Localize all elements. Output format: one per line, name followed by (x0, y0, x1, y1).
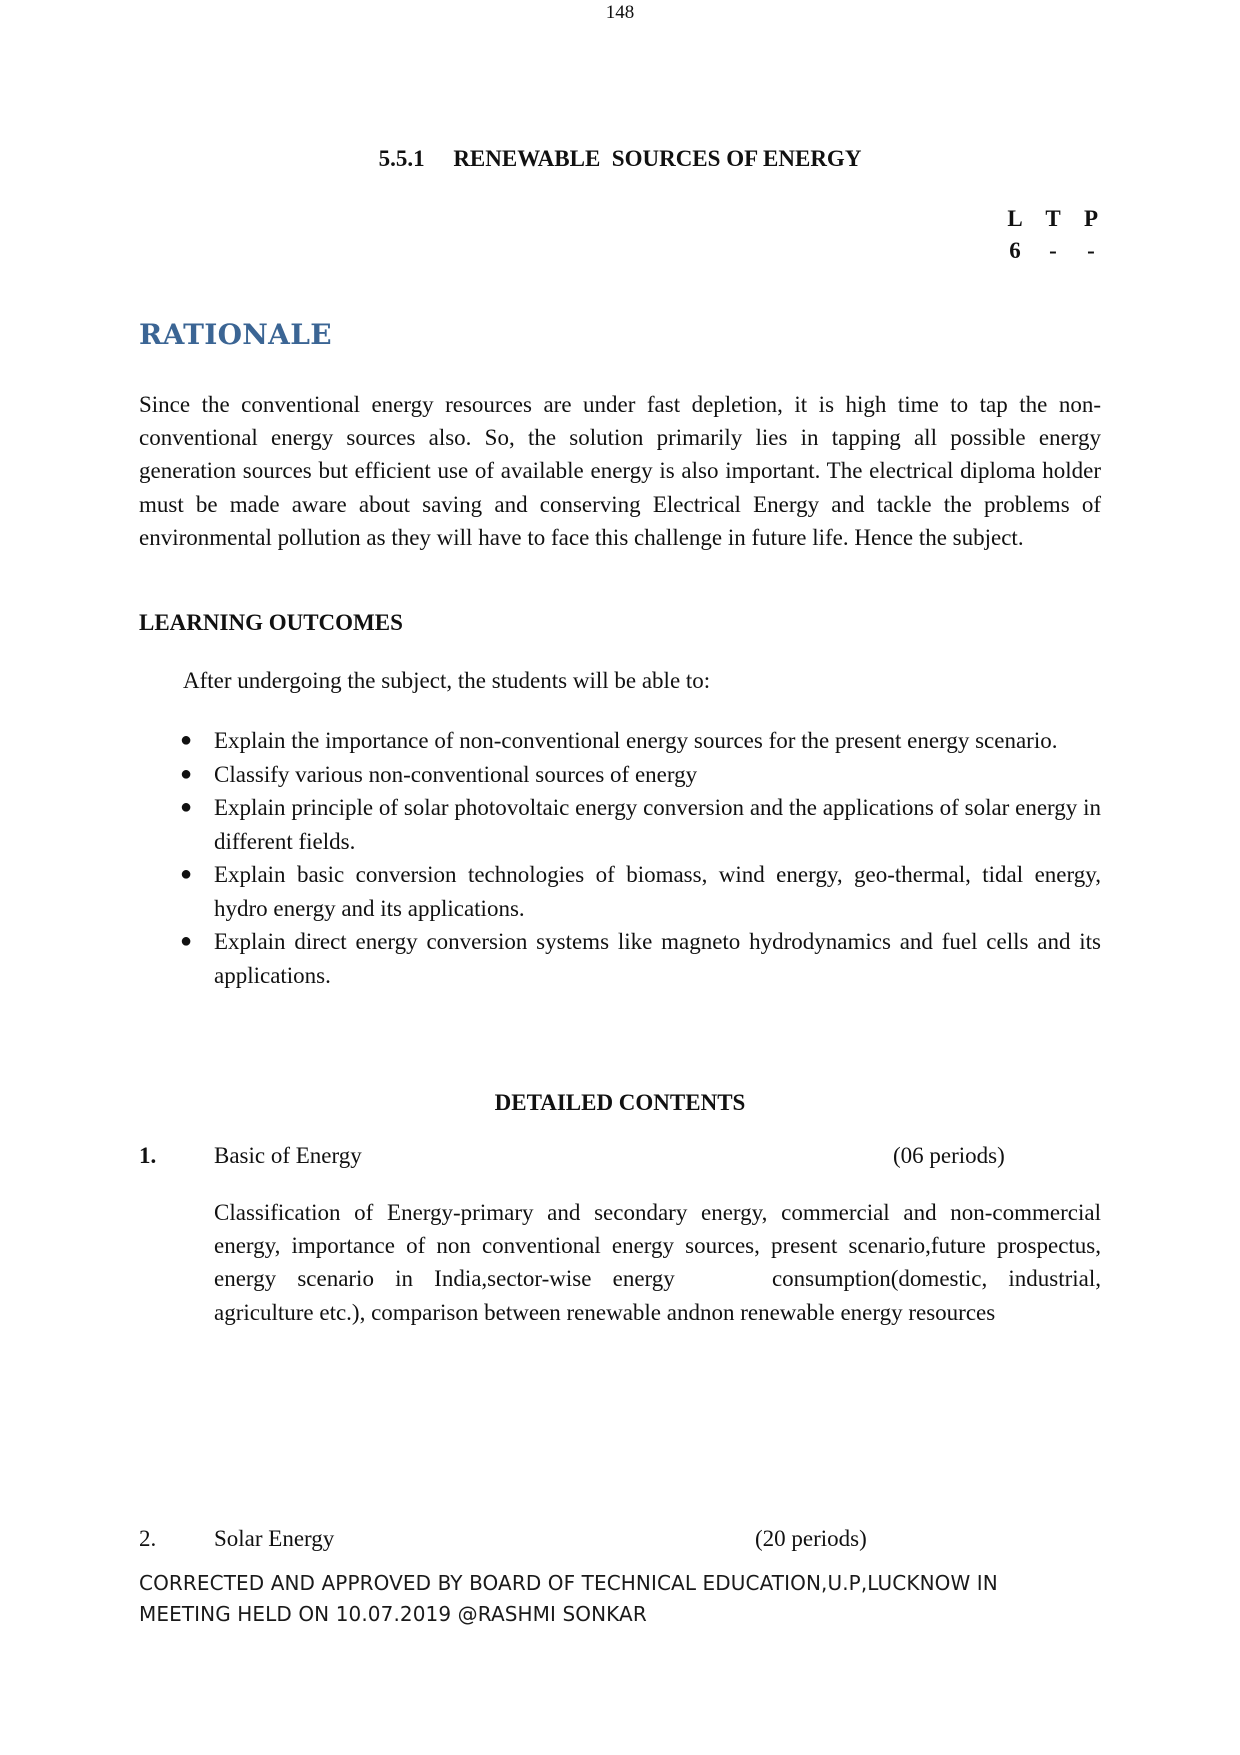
ltp-label-t: T (1045, 206, 1061, 231)
learning-outcomes-heading: LEARNING OUTCOMES (139, 610, 403, 635)
page-number: 148 (605, 2, 635, 23)
content-item-body-part2: consumption(domestic, industrial, agriculture etc.), comparison between renewable andnon renewable energy resources (214, 1266, 1102, 1325)
list-item-text: Explain direct energy conversion systems like magneto hydrodynamics and fuel cells and its applications. (214, 929, 1101, 988)
bullet-icon: ● (180, 762, 193, 785)
content-item-periods: (06 periods) (893, 1143, 1005, 1168)
content-item-periods: (20 periods) (755, 1526, 867, 1551)
list-item (180, 925, 1101, 992)
ltp-label-p: P (1083, 206, 1099, 231)
content-item-title: Basic of Energy (214, 1143, 362, 1168)
list-item-text: Classify various non-conventional sources of energy (214, 761, 698, 787)
ltp-labels-row (996, 203, 1110, 235)
ltp-label-l: L (1007, 206, 1023, 231)
content-item-number: 2. (139, 1526, 157, 1551)
bullet-icon: ● (180, 796, 193, 818)
rationale-paragraph: Since the conventional energy resources are under fast depletion, it is high time to tap the non-conventional energy sources also. So, the solution primarily lies in tapping all possible energy generation sources but efficient use of available energy is also important. The electrical diploma holder must be made aware about saving and conserving Electrical Energy and tackle the problems of environmental pollution as they will have to face this challenge in future life. Hence the subject. (139, 392, 1101, 550)
bullet-icon: ● (180, 729, 193, 751)
content-item-body (214, 1196, 1101, 1329)
ltp-values-row (996, 235, 1110, 267)
list-item (180, 758, 1101, 792)
list-item-text: Explain principle of solar photovoltaic energy conversion and the applications of solar energy in different fields. (214, 795, 1101, 854)
ltp-value-l: 6 (1009, 238, 1021, 263)
course-number: 5.5.1 (378, 146, 425, 171)
list-item (180, 791, 1101, 858)
list-item (180, 858, 1101, 925)
ltp-value-t: - (1049, 238, 1057, 263)
ltp-table (996, 203, 1110, 267)
learning-outcomes-list (180, 724, 1101, 992)
content-item-number: 1. (139, 1143, 157, 1168)
content-item-body-part1: Classification of Energy-primary and secondary energy, commercial and non-commercial energy, importance of non conventional energy sources, present scenario,future prospectus, energy scenario in India,sector-wise energy (214, 1200, 1101, 1292)
list-item (180, 724, 1101, 758)
bullet-icon: ● (180, 930, 193, 952)
footer-note (139, 1568, 1119, 1630)
detailed-contents-heading: DETAILED CONTENTS (494, 1090, 746, 1115)
content-item-title: Solar Energy (214, 1526, 335, 1551)
course-heading (0, 146, 1240, 172)
list-item-text: Explain basic conversion technologies of biomass, wind energy, geo-thermal, tidal energy, hydro energy and its applications. (214, 862, 1101, 921)
ltp-value-p: - (1087, 238, 1095, 263)
rationale-heading: RATIONALE (139, 318, 332, 351)
learning-outcomes-intro: After undergoing the subject, the students will be able to: (183, 668, 711, 693)
footer-line: MEETING HELD ON 10.07.2019 @RASHMI SONKAR (139, 1602, 647, 1626)
footer-line: CORRECTED AND APPROVED BY BOARD OF TECHNICAL EDUCATION,U.P,LUCKNOW IN (139, 1571, 998, 1595)
list-item-text: Explain the importance of non-conventional energy sources for the present energy scenario. (214, 728, 1058, 753)
bullet-icon: ● (180, 863, 193, 885)
course-title: RENEWABLE SOURCES OF ENERGY (453, 146, 862, 171)
